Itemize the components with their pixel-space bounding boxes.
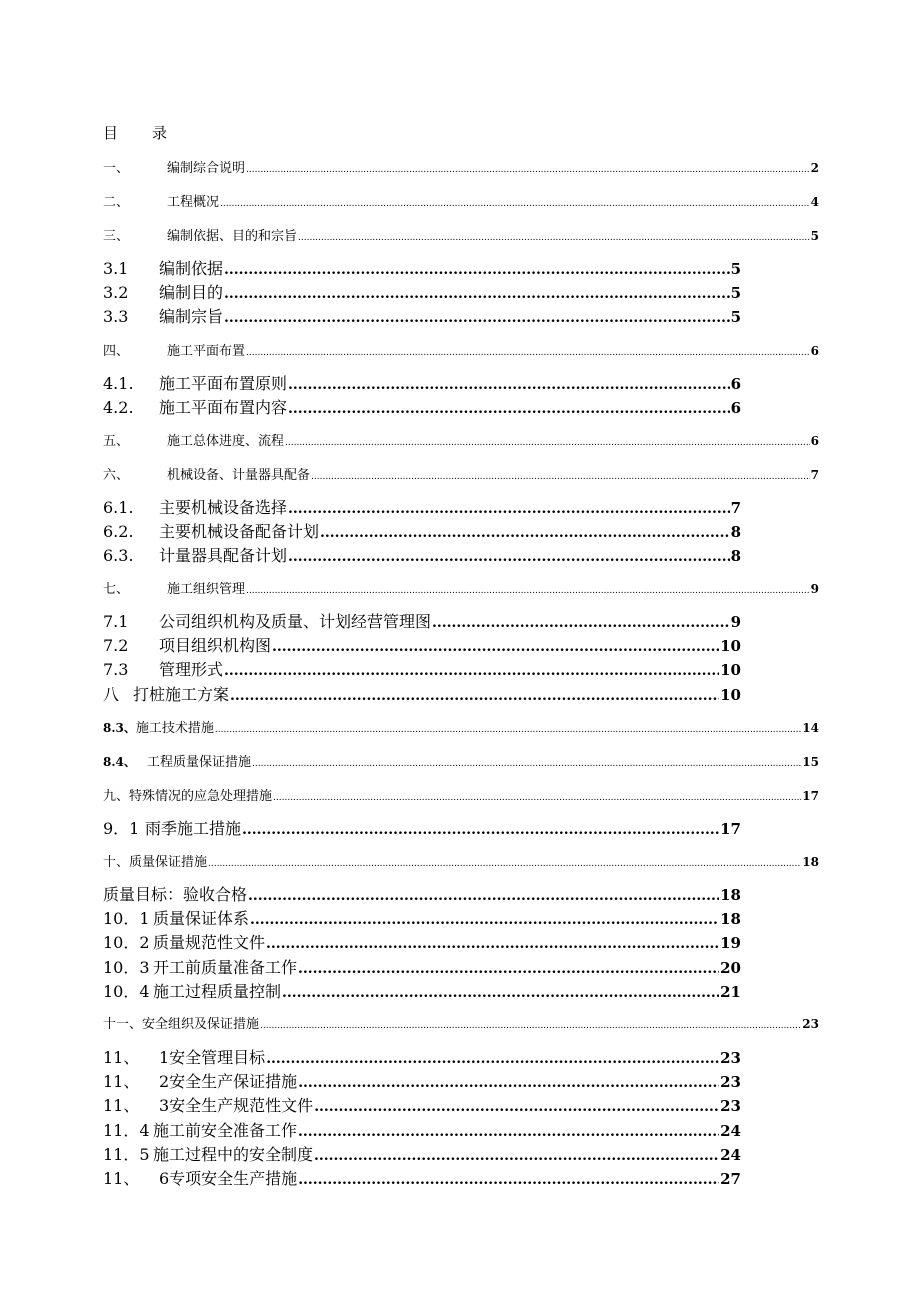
toc-leader-dots [246,582,810,597]
toc-entry-page: 9 [810,582,819,596]
toc-leader-dots [246,344,810,359]
toc-entry[interactable] [103,1045,741,1067]
toc-entry-page: 6 [730,375,741,393]
toc-entry[interactable] [103,930,741,952]
toc-title-left: 目 [103,124,119,142]
toc-entry-number: 3.3 [103,307,129,326]
toc-leader-dots [224,283,730,302]
toc-entry[interactable] [103,578,819,596]
toc-entry[interactable] [103,609,741,631]
toc-entry-page: 5 [730,308,741,326]
toc-entry-number: 11、 [103,1048,140,1067]
toc-leader-dots [224,259,730,278]
toc-leader-dots [314,1145,719,1164]
toc-leader-dots [208,855,801,870]
toc-entry-label: 工程概况 [167,195,220,210]
toc-entry-page: 23 [720,1049,741,1067]
toc-entry-number: 九、 [103,789,130,804]
toc-entry-label: 2安全生产保证措施 [159,1072,298,1091]
toc-entry-label: 雨季施工措施 [145,819,242,838]
toc-leader-dots [224,660,719,679]
toc-entry[interactable] [103,979,741,1001]
toc-leader-dots [215,721,801,736]
toc-entry-number: 4.2. [103,398,134,417]
toc-entry-number: 6.1. [103,498,134,517]
toc-leader-dots [298,1072,719,1091]
toc-leader-dots [320,522,730,541]
toc-entry-label: 安全组织及保证措施 [142,1017,260,1032]
toc-leader-dots [432,612,730,631]
toc-entry-number: 10．1 [103,909,150,928]
toc-leader-dots [246,161,810,176]
toc-entry-page: 19 [720,934,741,952]
toc-entry[interactable] [103,256,741,278]
toc-leader-dots [266,1048,719,1067]
toc-entry-page: 10 [720,637,741,655]
toc-entry-page: 10 [720,661,741,679]
toc-entry-number: 二、 [103,195,130,210]
toc-leader-dots [288,498,730,517]
toc-entry[interactable] [103,633,741,655]
toc-entry[interactable] [103,225,819,243]
toc-entry-number: 十、 [103,855,130,870]
toc-entry[interactable] [103,280,741,302]
toc-entry-page: 5 [730,284,741,302]
toc-entry-page: 4 [810,195,819,209]
toc-entry-number: 七、 [103,582,130,597]
toc-entry-label: 主要机械设备配备计划 [159,522,320,541]
toc-leader-dots [242,819,719,838]
toc-leader-dots [288,398,730,417]
toc-entry[interactable] [103,682,741,704]
toc-entry-label: 特殊情况的应急处理措施 [129,789,273,804]
toc-entry-page: 20 [720,959,741,977]
toc-entry[interactable] [103,191,819,209]
toc-entry[interactable] [103,906,741,928]
toc-leader-dots [311,468,810,483]
toc-entry[interactable] [103,495,741,517]
toc-entry-number: 11、 [103,1072,140,1091]
toc-entry[interactable] [103,430,819,448]
toc-entry-page: 7 [730,499,741,517]
toc-entry-page: 21 [720,983,741,1001]
toc-entry-number: 四、 [103,344,130,359]
toc-entry-label: 项目组织机构图 [159,636,272,655]
toc-entry-page: 18 [720,910,741,928]
toc-entry[interactable] [103,1142,741,1164]
toc-entry-label: 施工平面布置 [167,344,246,359]
toc-entry-label: 编制综合说明 [167,161,246,176]
toc-entry-page: 17 [720,820,741,838]
toc-entry[interactable] [103,519,741,541]
toc-entry-number: 6.2. [103,522,134,541]
toc-entry-label: 计量器具配备计划 [159,546,288,565]
toc-entry-number: 10．3 [103,958,150,977]
toc-leader-dots [288,546,730,565]
toc-entry-label: 质量保证措施 [129,855,208,870]
toc-entry-page: 24 [720,1122,741,1140]
toc-entry[interactable] [103,955,741,977]
toc-leader-dots [285,434,810,449]
toc-entry-page: 17 [802,789,819,803]
toc-entry-label: 质量目标：验收合格 [103,885,248,904]
toc-leader-dots [266,933,719,952]
toc-entry-label: 主要机械设备选择 [159,498,288,517]
toc-entry[interactable] [103,1069,741,1091]
toc-entry-label: 施工总体进度、流程 [167,434,285,449]
toc-entry[interactable] [103,1013,819,1031]
toc-entry[interactable] [103,395,741,417]
toc-title-right: 录 [152,124,168,142]
toc-entry-label: 编制依据、目的和宗旨 [167,229,298,244]
toc-entry-label: 3安全生产规范性文件 [159,1096,314,1115]
toc-entry-page: 24 [720,1146,741,1164]
toc-entry-number: 11．5 [103,1145,150,1164]
toc-entry-page: 5 [810,229,819,243]
toc-entry-number: 10．4 [103,982,150,1001]
toc-leader-dots [298,1169,719,1188]
toc-leader-dots [298,958,719,977]
toc-entry-page: 5 [730,260,741,278]
toc-entry-page: 14 [802,721,819,735]
toc-entry[interactable] [103,1118,741,1140]
toc-entry-number: 7.3 [103,660,129,679]
toc-entry-page: 9 [730,613,741,631]
toc-entry-label: 公司组织机构及质量、计划经营管理图 [159,612,432,631]
toc-entry-page: 18 [720,886,741,904]
toc-entry-page: 2 [810,161,819,175]
toc-entry[interactable] [103,785,819,803]
toc-leader-dots [250,909,719,928]
toc-entry-label: 质量保证体系 [153,909,250,928]
toc-entry-number: 11、 [103,1169,140,1188]
toc-entry-number: 4.1. [103,374,134,393]
toc-entry-label: 1安全管理目标 [159,1048,266,1067]
toc-entry-label: 机械设备、计量器具配备 [167,468,311,483]
toc-leader-dots [282,982,719,1001]
toc-leader-dots [298,1121,719,1140]
toc-entry-number: 五、 [103,434,130,449]
toc-entry-number: 8.4、 [103,755,136,769]
toc-entry-page: 15 [802,755,819,769]
toc-entry-number: 11．4 [103,1121,150,1140]
toc-title [103,122,167,143]
toc-entry-number: 7.2 [103,636,129,655]
toc-entry-number: 十一、 [103,1017,143,1032]
toc-entry-label: 开工前质量准备工作 [153,958,298,977]
toc-entry-label: 施工技术措施 [135,721,214,736]
toc-entry-page: 23 [802,1017,819,1031]
toc-entry-label: 施工前安全准备工作 [153,1121,298,1140]
toc-leader-dots [298,229,810,244]
toc-entry[interactable] [103,543,741,565]
toc-entry[interactable] [103,1093,741,1115]
toc-leader-dots [224,307,730,326]
toc-entry-label: 打桩施工方案 [133,685,230,704]
toc-entry-number: 六、 [103,468,130,483]
toc-entry[interactable] [103,157,819,175]
toc-entry-label: 施工过程中的安全制度 [153,1145,314,1164]
toc-entry[interactable] [103,882,741,904]
toc-entry-number: 3.1 [103,259,129,278]
toc-entry-number: 8.3、 [103,721,136,735]
toc-entry-page: 6 [810,344,819,358]
toc-entry-page: 6 [810,434,819,448]
toc-entry-label: 施工平面布置原则 [159,374,288,393]
toc-entry[interactable] [103,751,819,769]
toc-entry-label: 施工组织管理 [167,582,246,597]
toc-entry-number: 八 [103,685,120,704]
toc-entry-page: 6 [730,399,741,417]
toc-entry-label: 施工平面布置内容 [159,398,288,417]
toc-entry-page: 23 [720,1097,741,1115]
toc-entry-page: 7 [810,468,819,482]
toc-entry-number: 6.3. [103,546,134,565]
toc-entry-number: 3.2 [103,283,129,302]
toc-entry-number: 10．2 [103,933,150,952]
toc-leader-dots [230,685,719,704]
toc-entry-page: 27 [720,1170,741,1188]
toc-leader-dots [273,789,801,804]
toc-entry-number: 一、 [103,161,130,176]
toc-entry-label: 编制依据 [159,259,224,278]
toc-entry-number: 9．1 [103,819,140,838]
toc-entry[interactable] [103,1166,741,1188]
toc-leader-dots [220,195,810,210]
toc-entry[interactable] [103,464,819,482]
toc-entry[interactable] [103,717,819,735]
toc-entry-number: 11、 [103,1096,140,1115]
toc-entry-page: 23 [720,1073,741,1091]
toc-leader-dots [248,885,719,904]
toc-entry[interactable] [103,371,741,393]
toc-entry-number: 7.1 [103,612,129,631]
toc-entry-label: 6专项安全生产措施 [159,1169,298,1188]
toc-entry-page: 10 [720,686,741,704]
toc-entry-label: 编制目的 [159,283,224,302]
toc-entry-page: 18 [802,855,819,869]
toc-entry[interactable] [103,657,741,679]
toc-entry[interactable] [103,851,819,869]
toc-entry-number: 三、 [103,229,130,244]
toc-leader-dots [314,1096,719,1115]
toc-entry[interactable] [103,340,819,358]
toc-leader-dots [288,374,730,393]
toc-entry-label: 施工过程质量控制 [153,982,282,1001]
toc-entry[interactable] [103,304,741,326]
toc-entry-page: 8 [730,547,741,565]
toc-leader-dots [252,755,801,770]
toc-entry-label: 编制宗旨 [159,307,224,326]
toc-entry[interactable] [103,816,741,838]
toc-entry-label: 工程质量保证措施 [147,755,252,770]
toc-entry-label: 质量规范性文件 [153,933,266,952]
toc-leader-dots [272,636,719,655]
toc-leader-dots [260,1017,801,1032]
toc-entry-label: 管理形式 [159,660,224,679]
toc-entry-page: 8 [730,523,741,541]
